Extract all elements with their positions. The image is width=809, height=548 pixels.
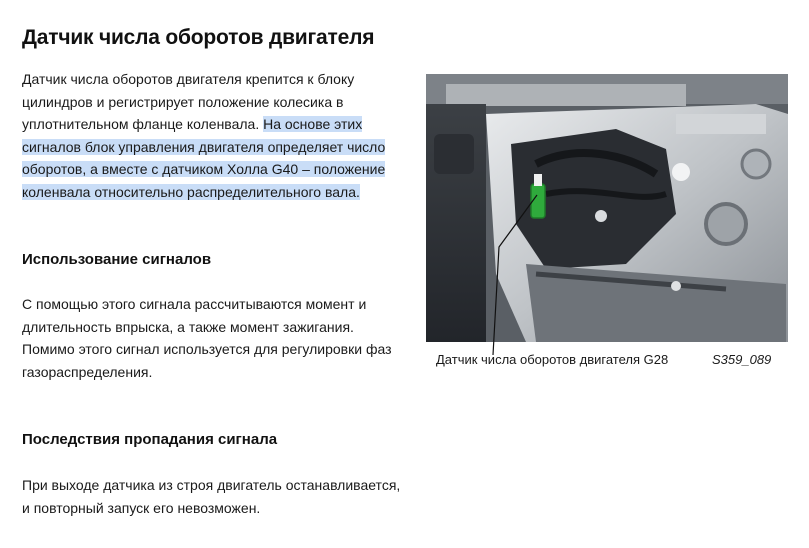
failure-heading: Последствия пропадания сигнала [22, 431, 278, 448]
usage-paragraph: С помощью этого сигнала рассчитываются момент и длительность впрыска, а также момент зажигания. Помимо этого сигнал используется для регулировки фаз газораспределения. [22, 296, 392, 380]
figure-code: S359_089 [712, 352, 772, 367]
intro-text: Датчик числа оборотов двигателя крепится к блоку цилиндров и регистрирует положение колесика в уплотнительном фланце коленвала. [22, 71, 355, 133]
intro-paragraph [22, 68, 402, 204]
caption-leader-line [493, 195, 553, 355]
engine-illustration [426, 74, 788, 342]
failure-paragraph: При выходе датчика из строя двигатель останавливается, и повторный запуск его невозможен. [22, 477, 401, 516]
figure-caption: Датчик числа оборотов двигателя G28 [436, 352, 669, 367]
engine-photo [426, 74, 788, 342]
intro-highlighted-text: На основе этих сигналов блок управления двигателя определяет число оборотов, а вместе с датчиком Холла G40 – положение коленвала относительно распределительного вала. [22, 116, 386, 200]
usage-heading: Использование сигналов [22, 251, 212, 268]
page-title: Датчик числа оборотов двигателя [22, 26, 375, 49]
